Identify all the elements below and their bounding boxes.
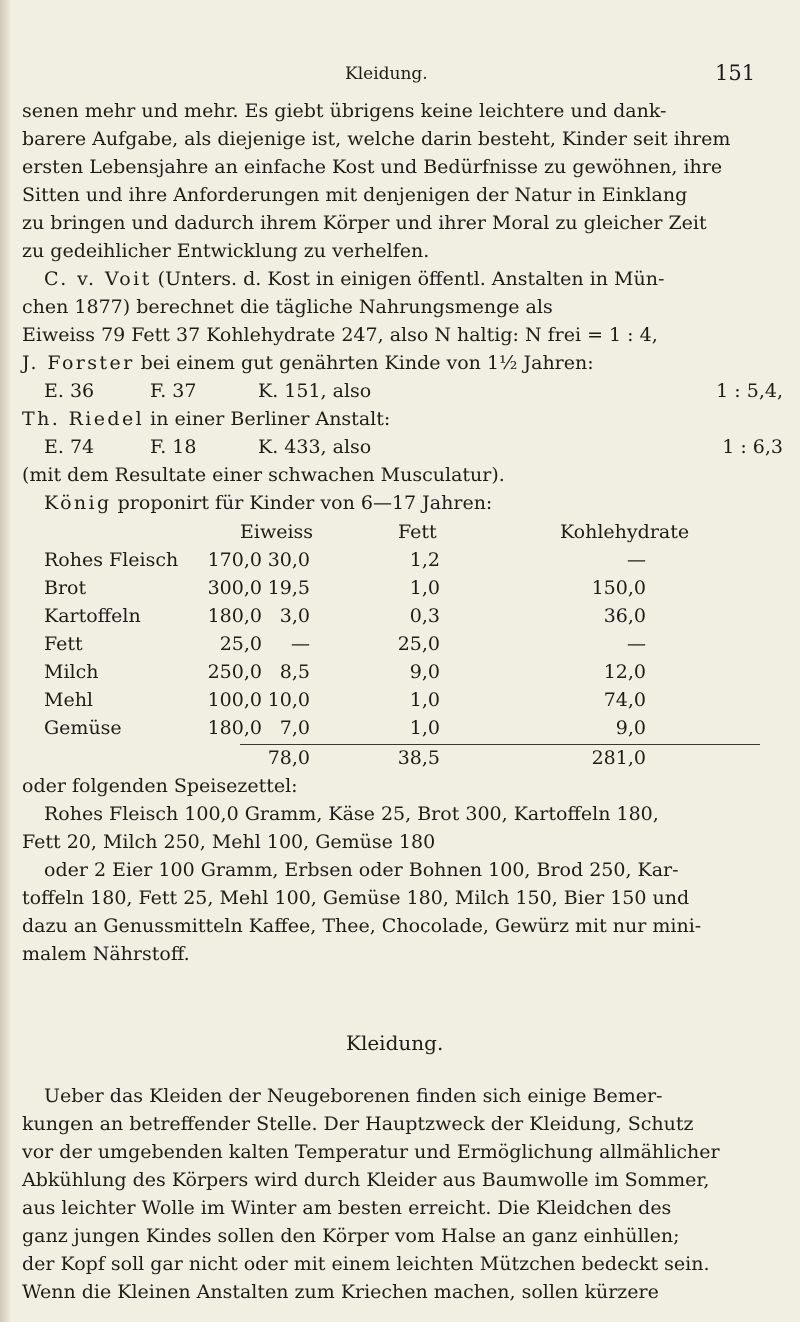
menu-line-4: oder 2 Eier 100 Gramm, Erbsen oder Bohnen 100, Brod 250, Kar- bbox=[44, 859, 679, 881]
intro-line-3: ersten Lebensjahre an einfache Kost und Bedürfnisse zu gewöhnen, ihre bbox=[22, 156, 723, 178]
menu-line-3: Fett 20, Milch 250, Mehl 100, Gemüse 180 bbox=[22, 831, 436, 853]
table-cell-carbs: — bbox=[627, 549, 646, 571]
koenig-line bbox=[44, 491, 492, 515]
forster-k: K. 151, also bbox=[258, 380, 372, 402]
section-line-8: Wenn die Kleinen Anstalten zum Kriechen machen, sollen kürzere bbox=[22, 1281, 659, 1303]
table-cell-food: Fett bbox=[44, 633, 83, 655]
forster-line bbox=[22, 351, 594, 375]
voit-line-1-text: (Unters. d. Kost in einigen öffentl. Anstalten in Mün- bbox=[151, 268, 665, 290]
riedel-e: E. 74 bbox=[44, 436, 95, 458]
table-cell-food: Mehl bbox=[44, 689, 94, 711]
author-koenig: König bbox=[44, 492, 112, 514]
table-cell-food: Gemüse bbox=[44, 717, 122, 739]
table-cell-fat: 25,0 bbox=[397, 633, 440, 655]
table-header-carbs: Kohlehydrate bbox=[560, 521, 690, 543]
table-cell-carbs: 150,0 bbox=[591, 577, 646, 599]
forster-ratio: 1 : 5,4, bbox=[716, 380, 783, 402]
table-cell-food: Kartoffeln bbox=[44, 605, 141, 627]
table-cell-carbs: 9,0 bbox=[615, 717, 646, 739]
table-cell-amount: 25,0 bbox=[219, 633, 262, 655]
voit-line-2: chen 1877) berechnet die tägliche Nahrungsmenge als bbox=[22, 296, 553, 318]
koenig-line-text: proponirt für Kinder von 6—17 Jahren: bbox=[111, 492, 493, 514]
section-heading: Kleidung. bbox=[346, 1031, 444, 1055]
intro-line-2: barere Aufgabe, als diejenige ist, welche darin besteht, Kinder seit ihrem bbox=[22, 128, 731, 150]
table-cell-amount: 250,0 bbox=[207, 661, 262, 683]
table-cell-amount: 300,0 bbox=[207, 577, 262, 599]
table-cell-protein: 8,5 bbox=[279, 661, 310, 683]
table-cell-protein: 19,5 bbox=[267, 577, 310, 599]
table-cell-fat: 9,0 bbox=[409, 661, 440, 683]
total-fat: 38,5 bbox=[397, 747, 440, 769]
table-cell-food: Rohes Fleisch bbox=[44, 549, 179, 571]
section-line-5: aus leichter Wolle im Winter am besten erreicht. Die Kleidchen des bbox=[22, 1197, 672, 1219]
forster-f: F. 37 bbox=[150, 380, 197, 402]
table-cell-protein: — bbox=[291, 633, 310, 655]
section-line-7: der Kopf soll gar nicht oder mit einem leichten Mützchen bedeckt sein. bbox=[22, 1253, 710, 1275]
table-cell-fat: 1,0 bbox=[409, 717, 440, 739]
table-cell-amount: 100,0 bbox=[207, 689, 262, 711]
menu-line-6: dazu an Genussmitteln Kaffee, Thee, Chocolade, Gewürz mit nur mini- bbox=[22, 915, 702, 937]
voit-line-3: Eiweiss 79 Fett 37 Kohlehydrate 247, also N haltig: N frei = 1 : 4, bbox=[22, 324, 658, 346]
intro-line-1: senen mehr und mehr. Es giebt übrigens keine leichtere und dank- bbox=[22, 100, 667, 122]
table-cell-food: Brot bbox=[44, 577, 87, 599]
section-line-3: vor der umgebenden kalten Temperatur und Ermöglichung allmählicher bbox=[22, 1141, 720, 1163]
menu-line-1: oder folgenden Speisezettel: bbox=[22, 775, 298, 797]
table-cell-food: Milch bbox=[44, 661, 99, 683]
riedel-k: K. 433, also bbox=[258, 436, 372, 458]
table-cell-fat: 1,2 bbox=[409, 549, 440, 571]
total-protein: 78,0 bbox=[267, 747, 310, 769]
forster-e: E. 36 bbox=[44, 380, 95, 402]
intro-line-4: Sitten und ihre Anforderungen mit denjenigen der Natur in Einklang bbox=[22, 184, 688, 206]
menu-line-7: malem Nährstoff. bbox=[22, 943, 190, 965]
table-cell-carbs: — bbox=[627, 633, 646, 655]
menu-line-2: Rohes Fleisch 100,0 Gramm, Käse 25, Brot 300, Kartoffeln 180, bbox=[44, 803, 659, 825]
author-voit: C. v. Voit bbox=[44, 268, 152, 290]
table-header-protein: Eiweiss bbox=[240, 521, 314, 543]
section-line-6: ganz jungen Kindes sollen den Körper vom Halse an ganz einhüllen; bbox=[22, 1225, 680, 1247]
table-cell-protein: 30,0 bbox=[267, 549, 310, 571]
table-cell-protein: 10,0 bbox=[267, 689, 310, 711]
table-cell-carbs: 36,0 bbox=[603, 605, 646, 627]
forster-line-text: bei einem gut genährten Kinde von 1½ Jahren: bbox=[134, 352, 594, 374]
author-riedel: Th. Riedel bbox=[22, 408, 145, 430]
section-line-1: Ueber das Kleiden der Neugeborenen finden sich einige Bemer- bbox=[44, 1085, 663, 1107]
table-cell-fat: 1,0 bbox=[409, 577, 440, 599]
table-cell-amount: 180,0 bbox=[207, 717, 262, 739]
riedel-f: F. 18 bbox=[150, 436, 197, 458]
riedel-ratio: 1 : 6,3 bbox=[722, 436, 783, 458]
page-spine-shadow bbox=[0, 0, 10, 1322]
riedel-note: (mit dem Resultate einer schwachen Musculatur). bbox=[22, 464, 505, 486]
table-cell-protein: 7,0 bbox=[279, 717, 310, 739]
totals-rule bbox=[240, 744, 760, 745]
author-forster: J. Forster bbox=[22, 352, 135, 374]
voit-line-1 bbox=[44, 267, 664, 291]
page-number: 151 bbox=[715, 61, 756, 85]
running-title: Kleidung. bbox=[345, 64, 428, 84]
table-cell-carbs: 12,0 bbox=[603, 661, 646, 683]
table-cell-fat: 0,3 bbox=[409, 605, 440, 627]
table-cell-fat: 1,0 bbox=[409, 689, 440, 711]
section-line-2: kungen an betreffender Stelle. Der Hauptzweck der Kleidung, Schutz bbox=[22, 1113, 694, 1135]
table-cell-protein: 3,0 bbox=[279, 605, 310, 627]
table-cell-amount: 180,0 bbox=[207, 605, 262, 627]
table-header-fat: Fett bbox=[398, 521, 437, 543]
riedel-line-text: in einer Berliner Anstalt: bbox=[144, 408, 391, 430]
intro-line-5: zu bringen und dadurch ihrem Körper und ihrer Moral zu gleicher Zeit bbox=[22, 212, 707, 234]
table-cell-carbs: 74,0 bbox=[603, 689, 646, 711]
table-cell-amount: 170,0 bbox=[207, 549, 262, 571]
section-line-4: Abkühlung des Körpers wird durch Kleider aus Baumwolle im Sommer, bbox=[22, 1169, 710, 1191]
riedel-line bbox=[22, 407, 390, 431]
menu-line-5: toffeln 180, Fett 25, Mehl 100, Gemüse 180, Milch 150, Bier 150 und bbox=[22, 887, 690, 909]
intro-line-6: zu gedeihlicher Entwicklung zu verhelfen. bbox=[22, 240, 430, 262]
total-carbs: 281,0 bbox=[591, 747, 646, 769]
